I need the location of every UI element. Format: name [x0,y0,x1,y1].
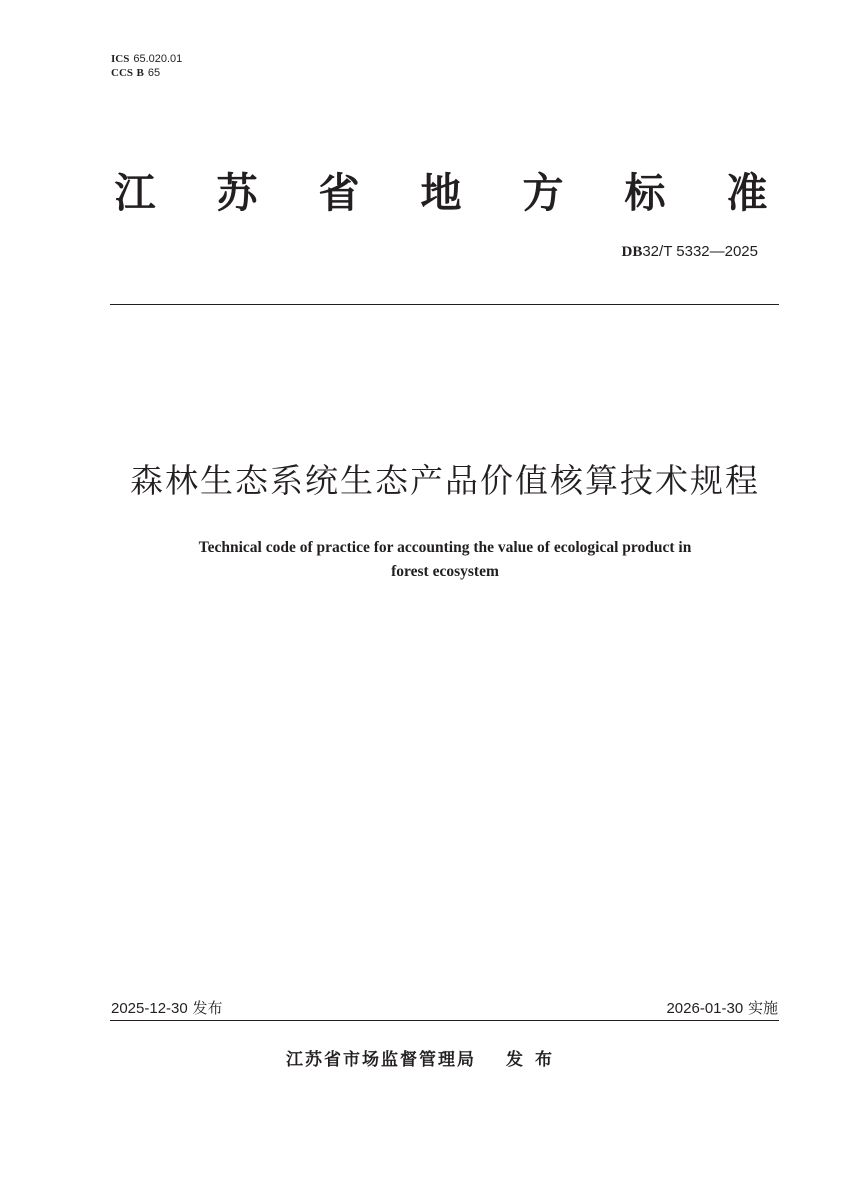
title-english-line2: forest ecosystem [391,563,499,580]
issue-date [111,997,223,1018]
title-english [110,536,780,584]
issue-date-value: 2025-12-30 [111,1000,188,1017]
publisher [0,1045,850,1070]
standard-number-prefix: DB [621,244,643,260]
footer-divider [110,1020,779,1021]
standard-type-char: 准 [726,169,768,217]
title-english-line1: Technical code of practice for accounting the value of ecological product in [198,539,692,556]
standard-type-heading [110,168,772,218]
title-chinese: 森林生态系统生态产品价值核算技术规程 [130,461,760,500]
ics-value: 65.020.01 [133,53,183,65]
ccs-row [111,66,182,80]
standard-number [622,242,759,261]
standard-type-char: 标 [624,169,666,217]
standard-type-char: 苏 [216,169,258,217]
ccs-value: 65 [147,67,161,79]
ics-row [111,52,182,66]
standard-type-char: 方 [522,169,564,217]
implementation-date-label: 实施 [747,999,778,1017]
standard-type-char: 江 [114,169,156,217]
standard-number-code: 32/T 5332—2025 [642,243,758,260]
standard-type-char: 地 [420,169,462,217]
publisher-action: 发布 [506,1050,564,1070]
implementation-date [666,997,778,1018]
ics-label: ICS [111,53,130,65]
publisher-agency: 江苏省市场监督管理局 [286,1050,476,1070]
issue-date-label: 发布 [192,999,223,1017]
implementation-date-value: 2026-01-30 [666,1000,744,1017]
classification-codes [111,52,182,80]
ccs-label: CCS [111,67,134,79]
ccs-category: B [136,67,144,79]
standard-type-char: 省 [318,169,360,217]
header-divider [110,304,779,305]
